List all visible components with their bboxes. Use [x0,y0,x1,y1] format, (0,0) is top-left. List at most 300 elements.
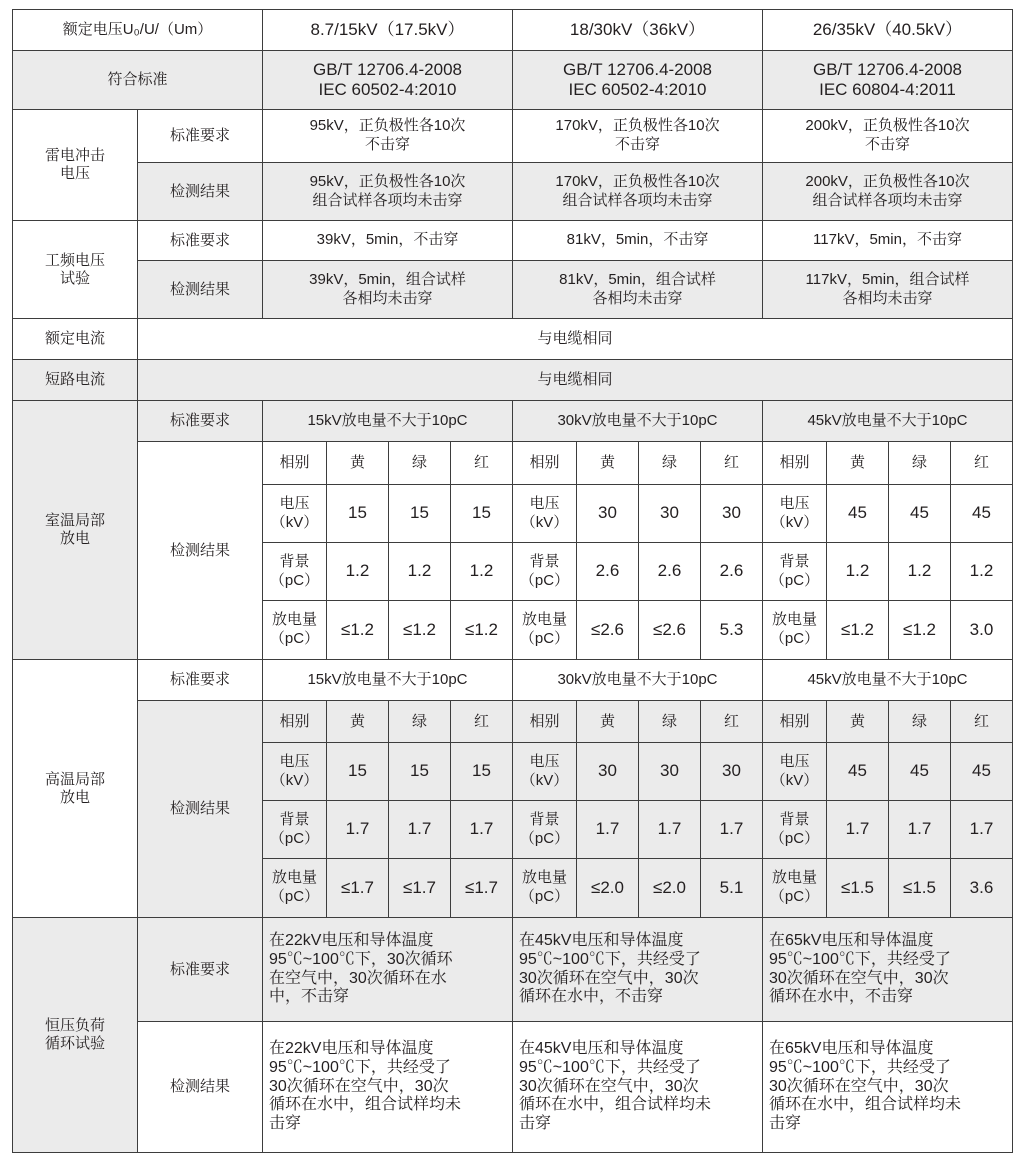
discharge-row-label [763,859,827,918]
discharge-value-line: ≤2.6 [591,619,624,639]
result-cell-line: 95℃~100℃下，共经受了 [769,1058,951,1076]
requirement-cell [513,401,763,442]
voltage-value [827,485,889,543]
requirement-cell [763,401,1013,442]
background-value [951,801,1013,859]
voltage-value [951,485,1013,543]
phase-green-line: 绿 [411,454,427,471]
result-cell [763,1022,1013,1153]
voltage-value [389,743,451,801]
background-value-line: 1.7 [657,819,682,839]
short-circuit-value [138,360,1013,401]
voltage-value [639,485,701,543]
standard-cell-line: GB/T 12706.4-2008 [312,59,462,79]
discharge-row-label [263,601,327,660]
discharge-value [889,601,951,660]
discharge-value-line: 3.0 [969,619,994,639]
phase-green [889,442,951,485]
discharge-value [889,859,951,918]
result-cell-line: 81kV，5min，组合试样 [559,270,716,288]
background-row-label-line: 背景 [279,552,310,570]
phase-yellow-line: 黄 [849,454,865,471]
requirement-cell-line: 不击穿 [364,136,410,153]
background-value-line: 1.7 [969,819,994,839]
phase-yellow [577,442,639,485]
result-label-line: 检测结果 [169,1078,230,1095]
voltage-row-label [763,743,827,801]
phase-label-line: 相别 [279,454,310,471]
requirement-cell-line: 30次循环在空气中，30次 [769,969,949,987]
background-value-line: 1.2 [407,561,432,581]
background-value-line: 1.7 [845,819,870,839]
discharge-value [451,859,513,918]
requirement-label [138,401,263,442]
standard-cell [513,51,763,110]
result-cell-line: 在22kV电压和导体温度 [269,1039,434,1057]
result-cell [263,261,513,319]
requirement-cell-line: 不击穿 [864,136,910,153]
requirement-cell-line: 在45kV电压和导体温度 [519,931,684,949]
requirement-label [138,918,263,1022]
phase-green-line: 绿 [411,712,427,730]
requirement-cell-line: 15kV放电量不大于10pC [307,670,468,688]
load-cycle-label [13,918,138,1153]
phase-yellow-line: 黄 [849,712,865,730]
result-label [138,1022,263,1153]
voltage-value-line: 45 [848,503,867,523]
pd-room-label-line: 室温局部 [44,512,105,529]
requirement-cell-line: 在22kV电压和导体温度 [269,931,434,949]
table-row [13,360,1013,401]
discharge-row-label-line: 放电量 [521,869,567,887]
phase-label [513,701,577,743]
background-value [889,543,951,601]
rated-current-value [138,319,1013,360]
rated-current-value-line: 与电缆相同 [537,330,613,347]
voltage-value-line: 15 [410,761,429,781]
pd-room-label [13,401,138,660]
discharge-value [639,859,701,918]
background-row-label [263,543,327,601]
result-label [138,261,263,319]
voltage-value [389,485,451,543]
requirement-cell [263,401,513,442]
background-value [327,543,389,601]
lightning-impulse-label-line: 电压 [59,165,90,182]
requirement-cell [263,660,513,701]
result-cell-line: 在65kV电压和导体温度 [769,1039,934,1057]
requirement-cell-line: 45kV放电量不大于10pC [807,411,968,429]
voltage-row-label-line: （kV） [520,771,569,789]
background-value [827,801,889,859]
discharge-row-label [763,601,827,660]
standard-cell-line: GB/T 12706.4-2008 [562,59,712,79]
background-row-label [263,801,327,859]
background-value-line: 1.2 [469,561,494,581]
voltage-value [889,743,951,801]
discharge-row-label-line: （pC） [769,630,820,647]
standard-cell [263,51,513,110]
discharge-value [577,601,639,660]
phase-red-line: 红 [473,712,489,730]
requirement-cell [513,221,763,261]
phase-green [889,701,951,743]
discharge-row-label-line: 放电量 [271,869,317,887]
requirement-cell-line: 15kV放电量不大于10pC [307,411,468,429]
requirement-label-line: 标准要求 [169,231,230,249]
discharge-value [389,601,451,660]
table-row [13,701,1013,743]
background-value-line: 1.7 [595,819,620,839]
phase-green [389,701,451,743]
load-cycle-label-line: 循环试验 [44,1035,105,1052]
phase-red-line: 红 [723,712,739,730]
table-row [13,261,1013,319]
voltage-value [451,485,513,543]
discharge-row-label-line: （pC） [269,630,320,647]
background-row-label [513,543,577,601]
voltage-value [327,485,389,543]
standard-cell-line: IEC 60804-4:2011 [819,80,956,99]
requirement-cell [263,918,513,1022]
standards-label [13,51,263,110]
result-cell-line: 170kV，正负极性各10次 [555,172,720,190]
table-row [13,401,1013,442]
short-circuit-label-line: 短路电流 [44,371,105,388]
discharge-value [639,601,701,660]
background-value [827,543,889,601]
background-row-label-line: （pC） [519,829,570,847]
requirement-cell-line: 95℃~100℃下，共经受了 [519,950,701,968]
requirement-cell-line: 200kV，正负极性各10次 [805,117,970,135]
table-row [13,660,1013,701]
requirement-cell-line: 39kV，5min，不击穿 [316,231,459,249]
phase-yellow-line: 黄 [599,454,615,471]
result-cell-line: 30次循环在空气中，30次 [519,1077,699,1095]
discharge-row-label-line: （pC） [769,888,820,905]
discharge-value [451,601,513,660]
power-frequency-label [13,221,138,319]
requirement-cell [763,110,1013,163]
result-cell-line: 组合试样各项均未击穿 [562,191,713,209]
phase-label-line: 相别 [779,712,810,730]
discharge-value-line: ≤1.7 [341,877,374,897]
requirement-cell-line: 45kV放电量不大于10pC [807,670,968,688]
phase-yellow-line: 黄 [349,712,365,730]
background-value-line: 1.7 [719,819,744,839]
result-cell-line: 在45kV电压和导体温度 [519,1039,684,1057]
requirement-label-line: 标准要求 [169,127,230,144]
background-row-label [763,801,827,859]
phase-green [389,442,451,485]
pd-high-label-line: 高温局部 [44,770,105,788]
voltage-row-label-line: （kV） [520,513,569,531]
result-cell-line: 30次循环在空气中，30次 [769,1077,949,1095]
background-value-line: 1.7 [469,819,494,839]
discharge-value-line: ≤1.7 [403,877,436,897]
background-value [451,801,513,859]
background-row-label-line: （pC） [269,829,320,847]
pd-high-label-line: 放电 [59,788,90,806]
requirement-label-line: 标准要求 [169,960,230,978]
discharge-value-line: ≤2.6 [653,619,686,639]
requirement-label [138,221,263,261]
result-cell-line: 各相均未击穿 [342,289,433,307]
discharge-row-label-line: （pC） [519,630,570,647]
result-cell [513,261,763,319]
requirement-cell-line: 95℃~100℃下，共经受了 [769,950,951,968]
discharge-value-line: ≤1.5 [903,877,936,897]
background-value [889,801,951,859]
phase-green-line: 绿 [661,454,677,471]
voltage-value [639,743,701,801]
requirement-cell [763,221,1013,261]
standard-cell-line: GB/T 12706.4-2008 [812,59,962,79]
voltage-value-line: 45 [848,761,867,781]
voltage-value-line: 30 [598,761,617,781]
phase-red [951,701,1013,743]
background-row-label-line: 背景 [279,810,310,828]
phase-label-line: 相别 [529,454,560,471]
voltage-class-header [513,10,763,51]
background-value [639,543,701,601]
requirement-cell-line: 30kV放电量不大于10pC [557,411,718,429]
discharge-row-label [513,601,577,660]
voltage-row-label-line: （kV） [770,513,819,531]
discharge-value-line: ≤1.2 [341,619,374,639]
table-row [13,51,1013,110]
table-row [13,221,1013,261]
voltage-value-line: 15 [472,761,491,781]
voltage-class-header-line: 26/35kV（40.5kV） [812,19,963,39]
background-value-line: 1.2 [345,561,370,581]
background-value-line: 1.7 [907,819,932,839]
background-value [701,801,763,859]
result-cell-line: 击穿 [769,1115,802,1133]
voltage-row-label [513,485,577,543]
result-cell-line: 95kV，正负极性各10次 [309,172,466,190]
result-label-line: 检测结果 [169,280,230,298]
rated-current-label-line: 额定电流 [44,330,105,347]
requirement-cell-line: 95℃~100℃下，30次循环 [269,950,453,968]
discharge-value-line: ≤2.0 [653,877,686,897]
requirement-cell-line: 在空气中，30次循环在水 [269,969,447,987]
result-cell-line: 95℃~100℃下，共经受了 [519,1058,701,1076]
requirement-label [138,660,263,701]
phase-red [701,701,763,743]
discharge-value [701,859,763,918]
result-cell-line: 循环在水中，组合试样均未 [769,1096,962,1114]
discharge-value-line: ≤1.2 [465,619,498,639]
background-row-label-line: 背景 [529,552,560,570]
background-row-label-line: （pC） [269,571,320,589]
requirement-label-line: 标准要求 [169,412,230,429]
discharge-value-line: 3.6 [969,877,994,897]
voltage-row-label [263,743,327,801]
voltage-value-line: 30 [660,761,679,781]
phase-yellow [327,701,389,743]
background-value-line: 1.2 [969,561,994,581]
voltage-value-line: 45 [910,503,929,523]
background-value [451,543,513,601]
voltage-row-label-line: （kV） [770,771,819,789]
table-row [13,319,1013,360]
voltage-row-label-line: 电压 [279,494,310,512]
rated-current-label [13,319,138,360]
background-value [389,543,451,601]
background-value [701,543,763,601]
phase-red [701,442,763,485]
result-cell-line: 30次循环在空气中，30次 [269,1077,449,1095]
result-cell-line: 200kV，正负极性各10次 [805,172,970,190]
requirement-cell-line: 30kV放电量不大于10pC [557,670,718,688]
short-circuit-label [13,360,138,401]
discharge-value-line: 5.3 [719,619,744,639]
background-row-label [513,801,577,859]
result-label [138,442,263,660]
voltage-row-label-line: 电压 [529,752,560,770]
phase-green-line: 绿 [661,712,677,730]
voltage-value-line: 45 [972,761,991,781]
discharge-value-line: ≤1.7 [465,877,498,897]
load-cycle-label-line: 恒压负荷 [44,1017,105,1034]
discharge-row-label-line: 放电量 [771,869,817,887]
spec-table-body [13,10,1013,1153]
phase-red [451,442,513,485]
background-row-label-line: （pC） [769,571,820,589]
phase-red-line: 红 [973,454,989,471]
table-row [13,163,1013,221]
discharge-value [951,859,1013,918]
phase-yellow-line: 黄 [349,454,365,471]
background-row-label-line: （pC） [769,829,820,847]
requirement-cell-line: 中，不击穿 [269,988,350,1006]
voltage-value [951,743,1013,801]
standard-cell-line: IEC 60502-4:2010 [568,80,707,99]
voltage-value-line: 30 [722,503,741,523]
discharge-value [577,859,639,918]
voltage-value [827,743,889,801]
requirement-cell-line: 循环在水中，不击穿 [769,988,914,1006]
requirement-cell-line: 不击穿 [614,136,660,153]
background-row-label-line: 背景 [779,810,810,828]
voltage-row-label-line: （kV） [270,513,319,531]
discharge-value [327,601,389,660]
pd-room-label-line: 放电 [59,530,90,547]
background-value [639,801,701,859]
background-value [951,543,1013,601]
voltage-value [701,485,763,543]
phase-red-line: 红 [973,712,989,730]
phase-label [263,442,327,485]
result-label [138,701,263,918]
discharge-row-label [513,859,577,918]
result-cell [263,1022,513,1153]
phase-label-line: 相别 [779,454,810,471]
requirement-label [138,110,263,163]
requirement-label-line: 标准要求 [169,671,230,688]
phase-green [639,701,701,743]
requirement-cell [513,918,763,1022]
phase-yellow [827,701,889,743]
result-cell [763,163,1013,221]
phase-red [451,701,513,743]
background-value [577,543,639,601]
requirement-cell [263,221,513,261]
phase-label-line: 相别 [529,712,560,730]
voltage-value-line: 45 [972,503,991,523]
background-value-line: 2.6 [595,561,620,581]
background-row-label [763,543,827,601]
discharge-value [327,859,389,918]
standard-cell [763,51,1013,110]
table-row [13,918,1013,1022]
phase-label [263,701,327,743]
standards-label-line: 符合标准 [107,71,168,88]
result-cell-line: 95℃~100℃下，共经受了 [269,1058,451,1076]
background-value-line: 1.7 [407,819,432,839]
requirement-cell [263,110,513,163]
discharge-value [827,859,889,918]
discharge-row-label-line: 放电量 [771,611,817,629]
discharge-value [951,601,1013,660]
result-label [138,163,263,221]
background-value [577,801,639,859]
result-cell [763,261,1013,319]
voltage-class-header-line: 8.7/15kV（17.5kV） [310,19,465,39]
discharge-value-line: ≤2.0 [591,877,624,897]
background-value-line: 2.6 [719,561,744,581]
phase-label [763,442,827,485]
result-cell [513,1022,763,1153]
background-row-label-line: 背景 [779,552,810,570]
requirement-cell-line: 循环在水中，不击穿 [519,988,664,1006]
result-cell-line: 击穿 [269,1115,302,1133]
spec-table [12,9,1013,1153]
voltage-value [701,743,763,801]
voltage-row-label-line: 电压 [779,752,810,770]
standard-cell-line: IEC 60502-4:2010 [318,80,457,99]
discharge-row-label [263,859,327,918]
voltage-value [889,485,951,543]
voltage-value [327,743,389,801]
voltage-row-label-line: 电压 [279,752,310,770]
power-frequency-label-line: 试验 [59,269,90,287]
discharge-value-line: ≤1.2 [841,619,874,639]
discharge-row-label-line: 放电量 [271,611,317,629]
voltage-value-line: 15 [472,503,491,523]
voltage-class-header [763,10,1013,51]
voltage-value-line: 30 [722,761,741,781]
background-value-line: 2.6 [657,561,682,581]
requirement-cell-line: 117kV，5min，不击穿 [813,231,962,249]
result-label-line: 检测结果 [169,800,230,817]
result-cell-line: 各相均未击穿 [592,289,683,307]
phase-label [513,442,577,485]
result-cell-line: 117kV，5min，组合试样 [805,270,970,288]
table-row [13,1022,1013,1153]
voltage-value-line: 15 [410,503,429,523]
short-circuit-value-line: 与电缆相同 [537,371,613,388]
voltage-value-line: 15 [348,761,367,781]
voltage-class-header-line: 18/30kV（36kV） [569,19,706,39]
result-label-line: 检测结果 [169,541,230,559]
discharge-row-label-line: （pC） [519,888,570,905]
phase-yellow [827,442,889,485]
background-value [389,801,451,859]
result-cell [513,163,763,221]
result-cell-line: 循环在水中，组合试样均未 [519,1096,712,1114]
